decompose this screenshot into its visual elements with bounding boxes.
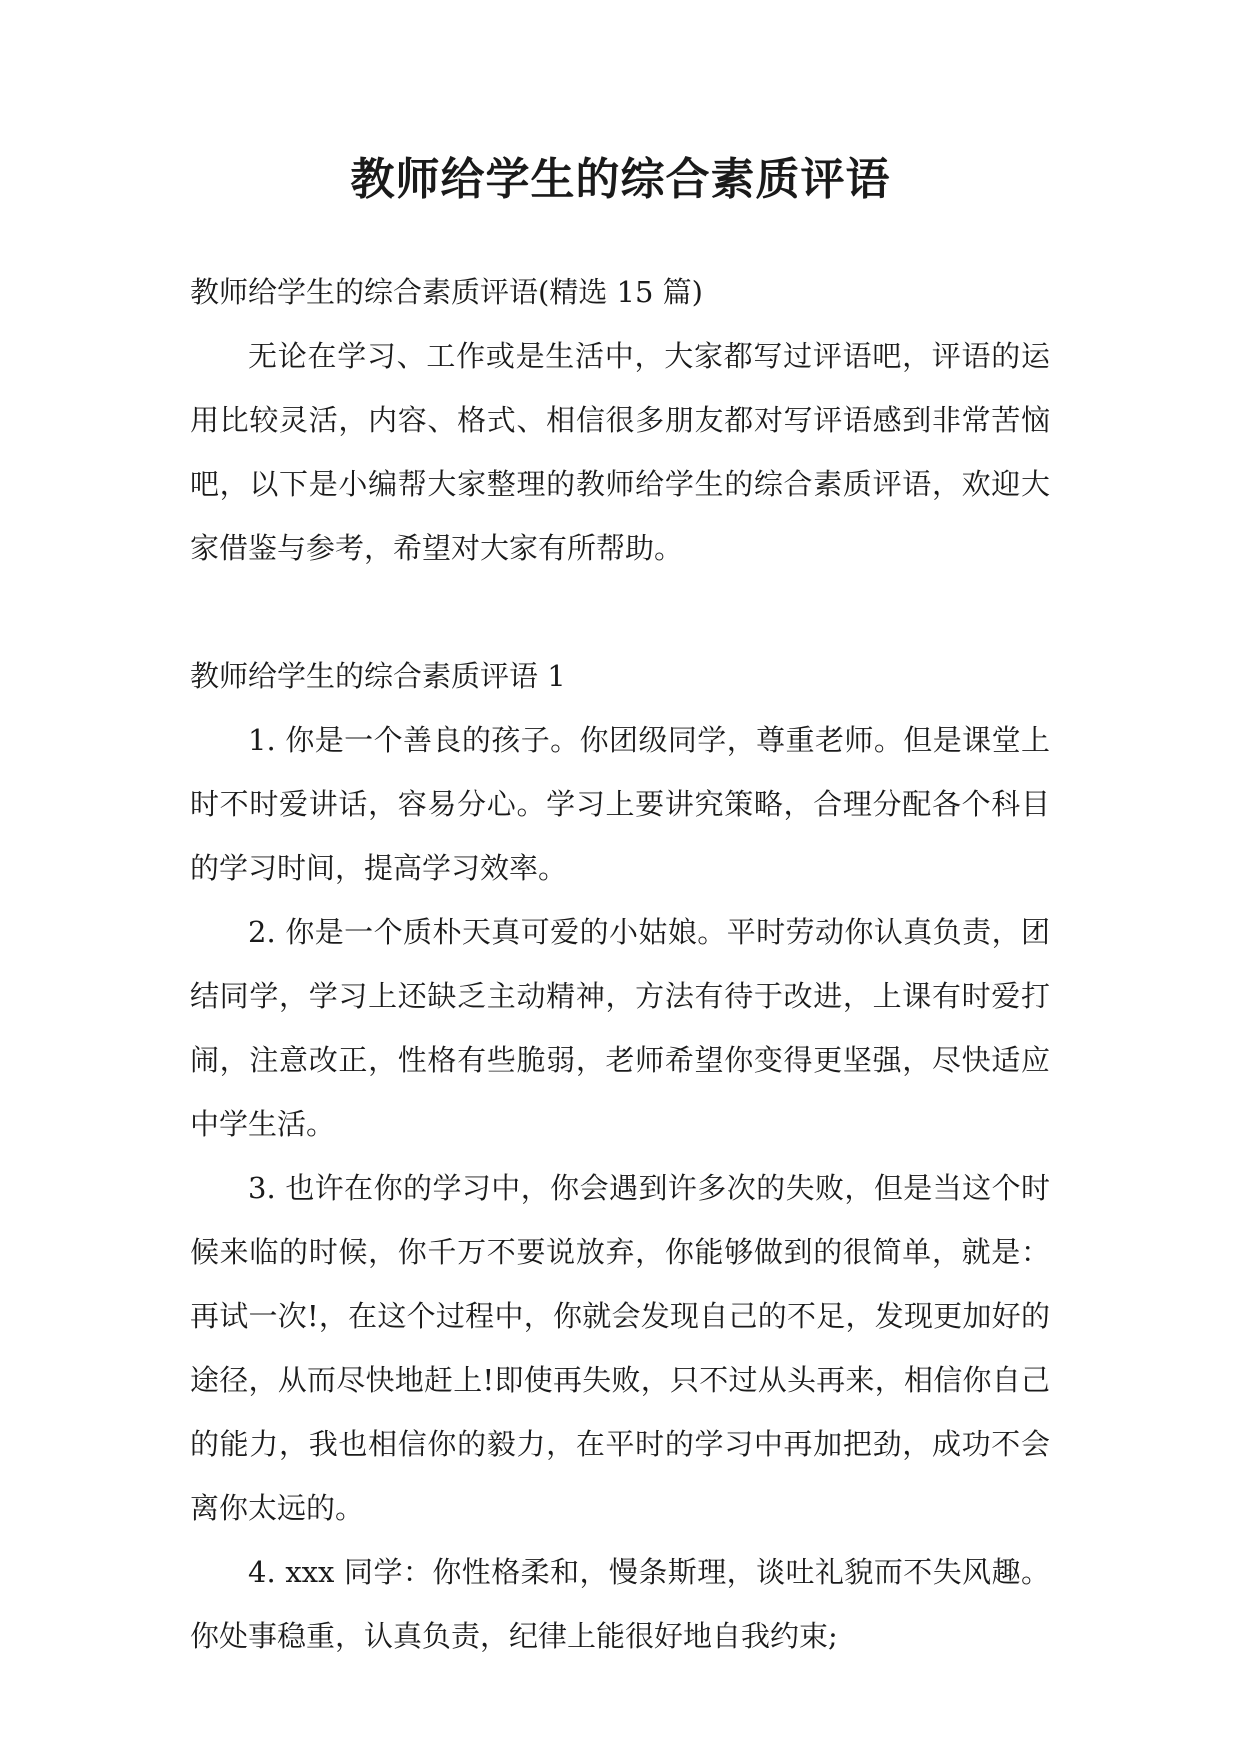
section-heading: 教师给学生的综合素质评语 1: [190, 659, 566, 693]
comment-item-1: 1. 你是一个善良的孩子。你团级同学，尊重老师。但是课堂上时不时爱讲话，容易分心。学习上要讲究策略，合理分配各个科目的学习时间，提高学习效率。: [190, 723, 1050, 885]
comment-item-3: 3. 也许在你的学习中，你会遇到许多次的失败，但是当这个时候来临的时候，你千万不要说放弃，你能够做到的很简单，就是：再试一次!，在这个过程中，你就会发现自己的不足，发现更加好的途径，从而尽快地赶上!即使再失败，只不过从头再来，相信你自己的能力，我也相信你的毅力，在平时的学习中再加把劲，成功不会离你太远的。: [190, 1171, 1050, 1525]
comment-item-4: 4. xxx 同学：你性格柔和，慢条斯理，谈吐礼貌而不失风趣。你处事稳重，认真负责，纪律上能很好地自我约束;: [190, 1555, 1050, 1653]
comment-item-2: 2. 你是一个质朴天真可爱的小姑娘。平时劳动你认真负责，团结同学，学习上还缺乏主动精神，方法有待于改进，上课有时爱打闹，注意改正，性格有些脆弱，老师希望你变得更坚强，尽快适应中学生活。: [190, 915, 1050, 1141]
intro-paragraph: 无论在学习、工作或是生活中，大家都写过评语吧，评语的运用比较灵活，内容、格式、相信很多朋友都对写评语感到非常苦恼吧，以下是小编帮大家整理的教师给学生的综合素质评语，欢迎大家借鉴与参考，希望对大家有所帮助。: [190, 339, 1050, 565]
document-subtitle: 教师给学生的综合素质评语(精选 15 篇): [190, 275, 703, 309]
document-title: 教师给学生的综合素质评语: [350, 154, 891, 205]
document-body: [190, 260, 1050, 1668]
